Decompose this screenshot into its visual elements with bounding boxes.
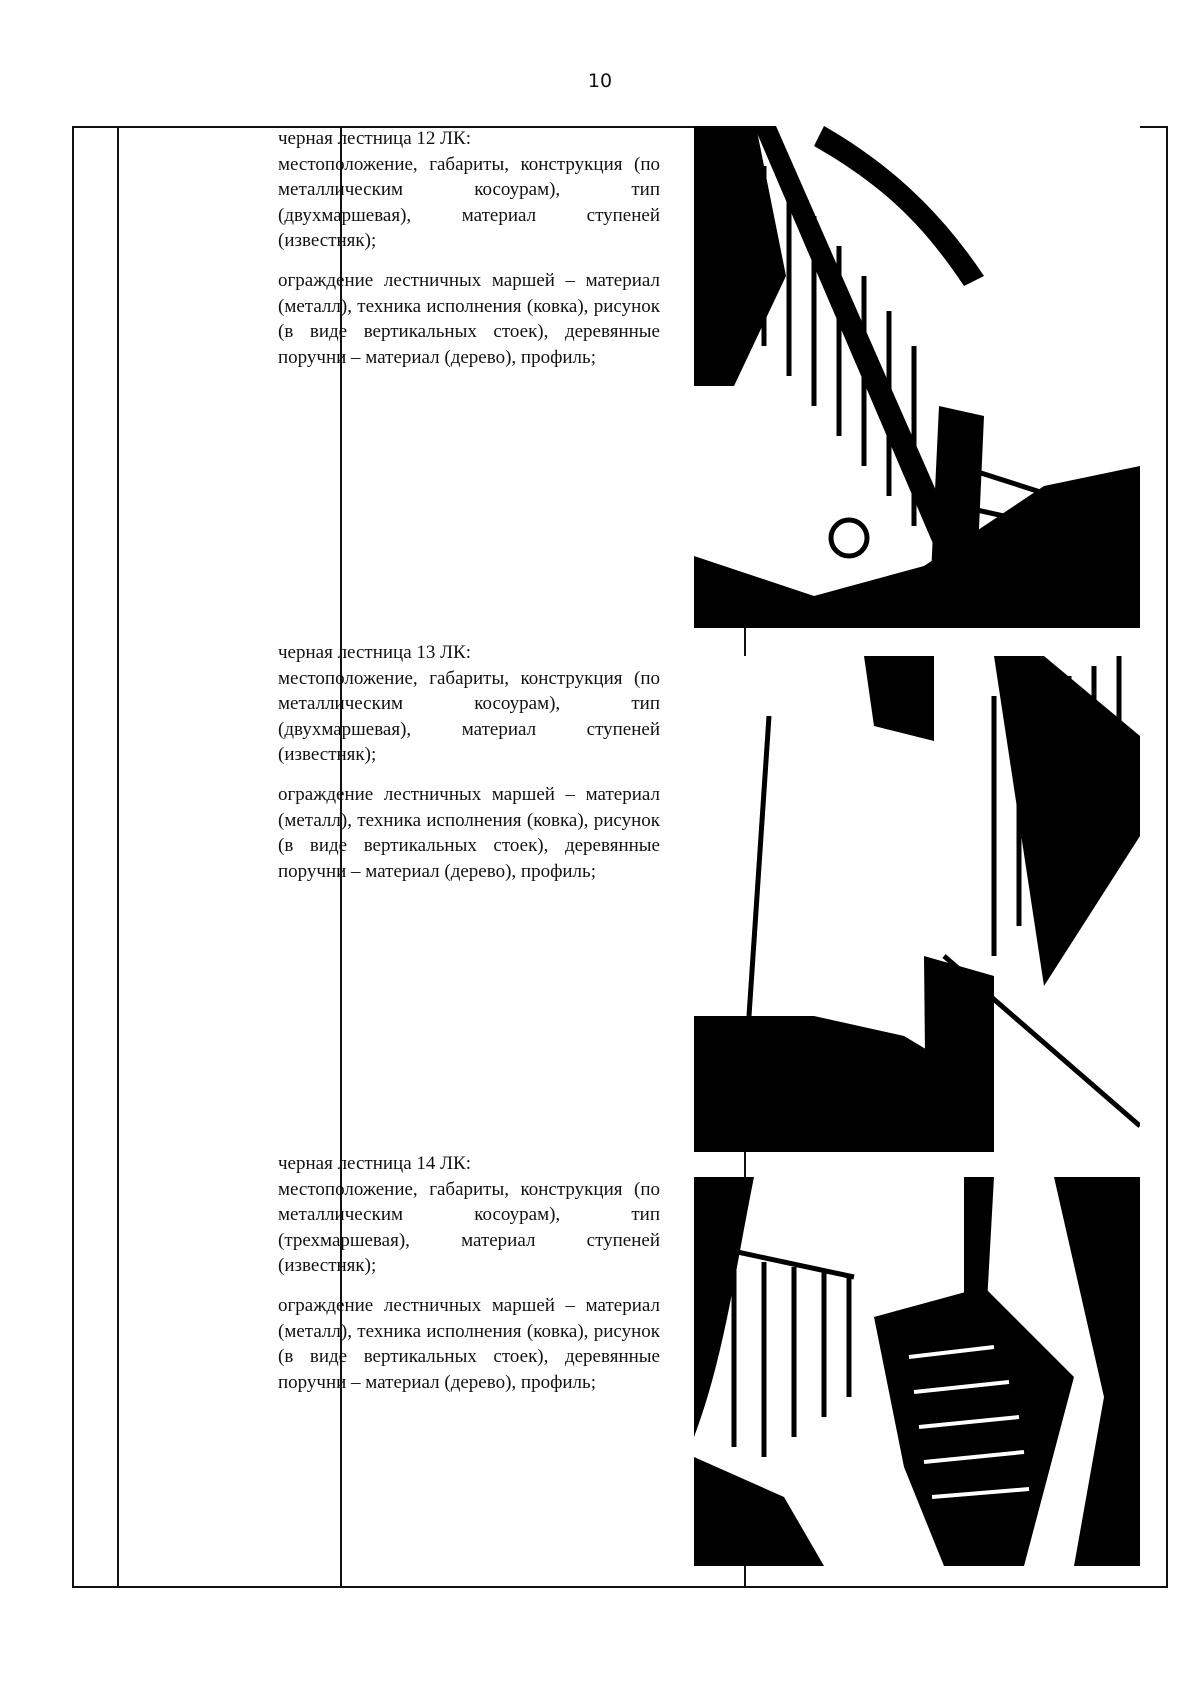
entry-construction: местоположение, габариты, конструкция (по металлическим косоурам), тип (трехмаршевая), материал ступеней (известняк); [278, 1178, 660, 1277]
staircase-entry-12 [278, 126, 660, 370]
staircase-entry-14 [278, 1151, 660, 1395]
entry-construction: местоположение, габариты, конструкция (по металлическим косоурам), тип (двухмаршевая), материал ступеней (известняк); [278, 153, 660, 252]
staircase-entry-13 [278, 640, 660, 884]
entry-title: черная лестница 12 ЛК: [278, 128, 471, 149]
staircase-photo-14 [694, 1177, 1140, 1566]
entry-title: черная лестница 14 ЛК: [278, 1153, 471, 1174]
column-divider [117, 128, 119, 1586]
staircase-photo-13 [694, 656, 1140, 1152]
staircase-photo-12 [694, 126, 1140, 628]
entry-railing: ограждение лестничных маршей – материал (металл), техника исполнения (ковка), рисунок (в виде вертикальных стоек), деревянные поручни – материал (дерево), профиль; [278, 269, 660, 368]
entry-construction: местоположение, габариты, конструкция (по металлическим косоурам), тип (двухмаршевая), материал ступеней (известняк); [278, 667, 660, 766]
entry-railing: ограждение лестничных маршей – материал (металл), техника исполнения (ковка), рисунок (в виде вертикальных стоек), деревянные поручни – материал (дерево), профиль; [278, 783, 660, 882]
entry-railing: ограждение лестничных маршей – материал (металл), техника исполнения (ковка), рисунок (в виде вертикальных стоек), деревянные поручни – материал (дерево), профиль; [278, 1294, 660, 1393]
page-number: 10 [587, 70, 613, 92]
entry-title: черная лестница 13 ЛК: [278, 642, 471, 663]
